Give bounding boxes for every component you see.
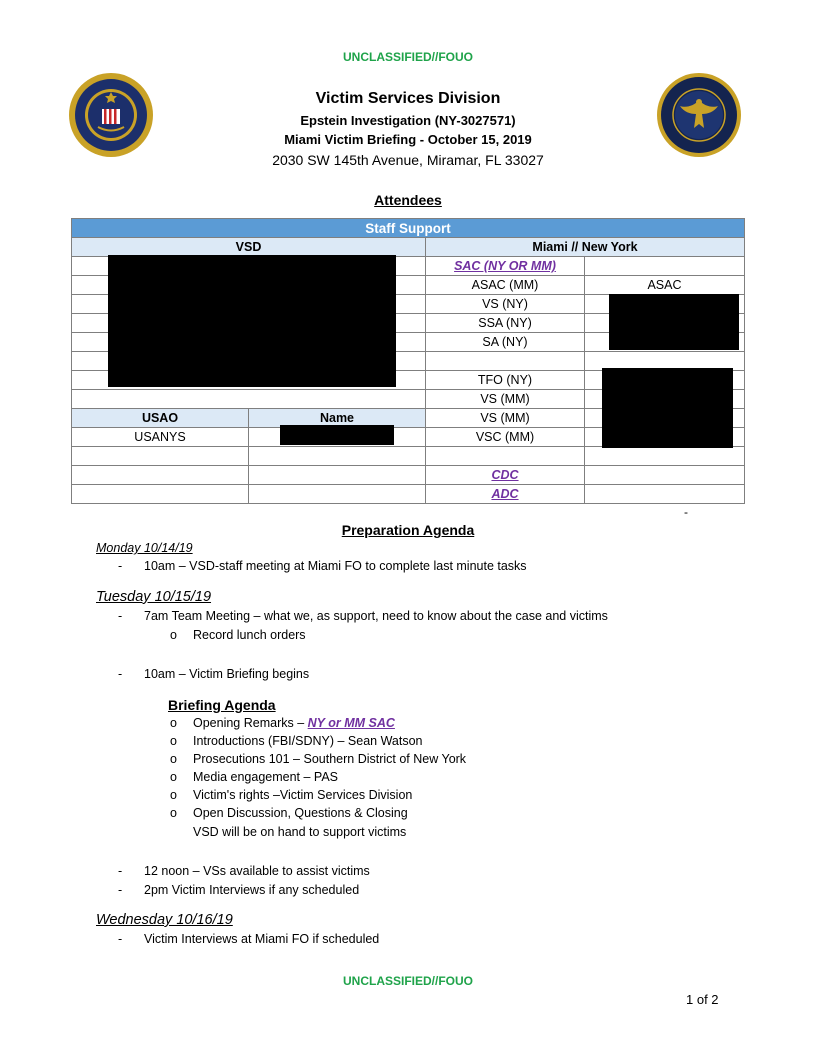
prep-agenda-title: Preparation Agenda — [341, 522, 475, 538]
briefing-item-6: Open Discussion, Questions & Closing — [193, 806, 408, 820]
redaction-box — [280, 425, 394, 445]
dash-bullet: - — [118, 667, 123, 681]
table-row — [72, 447, 745, 466]
monday-item: 10am – VSD-staff meeting at Miami FO to complete last minute tasks — [144, 559, 527, 573]
table-row — [72, 485, 745, 504]
address: 2030 SW 145th Avenue, Miramar, FL 33027 — [272, 152, 544, 168]
sac-link[interactable]: SAC (NY OR MM) — [454, 259, 556, 273]
role-cell: VS (MM) — [426, 409, 585, 428]
staff-support-banner: Staff Support — [72, 219, 745, 238]
redaction-box — [108, 255, 396, 387]
redaction-box — [609, 294, 739, 350]
briefing-item-5: Victim's rights –Victim Services Division — [193, 788, 413, 802]
circle-bullet: o — [170, 734, 177, 748]
wednesday-heading: Wednesday 10/16/19 — [96, 912, 233, 928]
role-cell: VS (NY) — [426, 295, 585, 314]
vsd-column-header: VSD — [72, 238, 426, 257]
classification-bottom: UNCLASSIFIED//FOUO — [342, 974, 473, 988]
dash-bullet: - — [118, 559, 123, 573]
briefing-item-4: Media engagement – PAS — [193, 770, 339, 784]
circle-bullet: o — [170, 752, 177, 766]
table-row — [72, 219, 745, 238]
briefing-item-2: Introductions (FBI/SDNY) – Sean Watson — [193, 734, 423, 748]
briefing-title: Miami Victim Briefing - October 15, 2019 — [284, 132, 532, 147]
dash-bullet: - — [118, 864, 123, 878]
role-cell: ASAC (MM) — [426, 276, 585, 295]
tuesday-item-2: 10am – Victim Briefing begins — [144, 667, 310, 681]
briefing-item-1: Opening Remarks – NY or MM SAC — [193, 716, 395, 730]
role-cell: SSA (NY) — [426, 314, 585, 333]
tuesday-item-1: 7am Team Meeting – what we, as support, need to know about the case and victims — [144, 609, 608, 623]
monday-heading: Monday 10/14/19 — [96, 541, 193, 555]
division-title: Victim Services Division — [315, 90, 501, 107]
table-row — [72, 238, 745, 257]
tuesday-item-3: 12 noon – VSs available to assist victims — [144, 864, 370, 878]
table-row — [72, 466, 745, 485]
name-header: Name — [249, 409, 426, 428]
role-cell: ASAC — [585, 276, 745, 295]
briefing-item-6-continued: VSD will be on hand to support victims — [193, 825, 407, 839]
dash-bullet: - — [118, 609, 123, 623]
role-cell: VSC (MM) — [426, 428, 585, 447]
usao-cell: USANYS — [72, 428, 249, 447]
tuesday-sub-item: Record lunch orders — [193, 628, 306, 642]
circle-bullet: o — [170, 788, 177, 802]
tuesday-item-4: 2pm Victim Interviews if any scheduled — [144, 883, 360, 897]
circle-bullet: o — [170, 628, 177, 642]
classification-top: UNCLASSIFIED//FOUO — [342, 50, 473, 64]
briefing-agenda-title: Briefing Agenda — [168, 697, 276, 713]
role-cell: TFO (NY) — [426, 371, 585, 390]
wednesday-item: Victim Interviews at Miami FO if scheduled — [144, 932, 380, 946]
circle-bullet: o — [170, 716, 177, 730]
stray-mark: - — [684, 505, 688, 519]
cdc-link[interactable]: CDC — [491, 468, 519, 482]
redaction-box — [602, 368, 733, 448]
circle-bullet: o — [170, 806, 177, 820]
usao-header: USAO — [72, 409, 249, 428]
briefing-item-3: Prosecutions 101 – Southern District of New York — [193, 752, 467, 766]
page-number: 1 of 2 — [686, 992, 719, 1007]
tuesday-heading: Tuesday 10/15/19 — [96, 589, 212, 605]
miami-ny-column-header: Miami // New York — [426, 238, 745, 257]
role-cell: VS (MM) — [426, 390, 585, 409]
dash-bullet: - — [118, 932, 123, 946]
adc-link[interactable]: ADC — [491, 487, 519, 501]
sac-link[interactable]: NY or MM SAC — [307, 716, 395, 730]
investigation-title: Epstein Investigation (NY-3027571) — [300, 113, 516, 128]
attendees-heading: Attendees — [374, 192, 442, 208]
role-cell: SA (NY) — [426, 333, 585, 352]
circle-bullet: o — [170, 770, 177, 784]
dash-bullet: - — [118, 883, 123, 897]
